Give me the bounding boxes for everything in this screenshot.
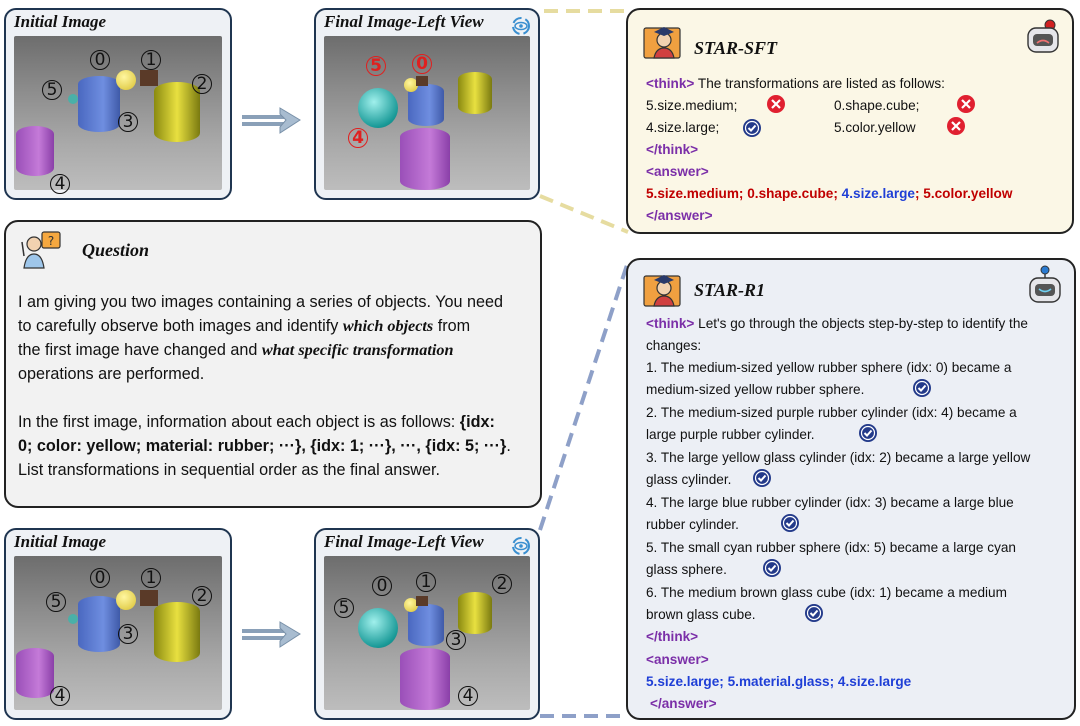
label-2: 2: [492, 574, 512, 594]
label-4: 4: [348, 128, 368, 148]
yellow-cylinder: [154, 602, 200, 662]
label-5: 5: [46, 592, 66, 612]
correct-icon: [780, 513, 800, 533]
correct-icon: [742, 118, 762, 138]
brown-cube: [140, 70, 158, 86]
purple-cylinder: [16, 126, 54, 176]
purple-cylinder: [16, 648, 54, 698]
yellow-cylinder: [154, 82, 200, 142]
blue-cylinder: [78, 76, 120, 132]
r1-title: STAR-R1: [694, 280, 766, 300]
label-3: 3: [446, 630, 466, 650]
wrong-icon: [766, 94, 786, 114]
eye-icon: [510, 536, 532, 556]
teacher-icon: [642, 270, 686, 310]
purple-cylinder: [400, 128, 450, 190]
yellow-sphere: [116, 590, 136, 610]
brown-cube: [416, 596, 428, 606]
r1-connector-top: [540, 262, 628, 530]
r1-line-8: 4. The large blue rubber cylinder (idx: 3) became a large blue: [646, 495, 1014, 510]
sft-item-2: 0.shape.cube;: [834, 98, 920, 113]
panel-title: Final Image-Left View: [324, 532, 484, 551]
r1-line-13: brown glass cube.: [646, 607, 756, 622]
star-sft-box: [626, 8, 1074, 234]
sft-item-1: 5.size.medium;: [646, 98, 738, 113]
sft-title: STAR-SFT: [694, 38, 778, 58]
r1-answer-close: </answer>: [650, 696, 717, 711]
transform-arrow-top: [240, 106, 302, 136]
cyan-sphere: [68, 94, 78, 104]
purple-cylinder: [400, 648, 450, 710]
panel-title: Initial Image: [14, 532, 107, 551]
correct-icon: [858, 423, 878, 443]
sft-answer-line: 5.size.medium; 0.shape.cube; 4.size.large; 5.color.yellow: [646, 186, 1013, 201]
robot-happy-icon: [1026, 264, 1064, 306]
correct-icon: [762, 558, 782, 578]
transform-arrow-bottom: [240, 620, 302, 650]
cyan-sphere: [68, 614, 78, 624]
question-title: Question: [82, 240, 150, 260]
sft-think-line: <think> The transformations are listed as follows:: [646, 76, 945, 91]
sft-answer-open: <answer>: [646, 164, 709, 179]
panel-title: Final Image-Left View: [324, 12, 484, 31]
cyan-glass-sphere: [358, 608, 398, 648]
label-4: 4: [50, 686, 70, 706]
r1-answer-open: <answer>: [646, 652, 709, 667]
r1-line-6: 3. The large yellow glass cylinder (idx: 2) became a large yellow: [646, 450, 1031, 465]
eye-icon: [510, 16, 532, 36]
brown-cube: [140, 590, 158, 606]
label-5: 5: [334, 598, 354, 618]
sft-item-3: 4.size.large;: [646, 120, 720, 135]
label-0: 0: [372, 576, 392, 596]
yellow-sphere: [116, 70, 136, 90]
sft-answer-close: </answer>: [646, 208, 713, 223]
label-1: 1: [416, 572, 436, 592]
yellow-cylinder: [458, 592, 492, 634]
sft-think-close: </think>: [646, 142, 699, 157]
question-paragraph-2: In the first image, information about each object is as follows: {idx: 0; color: yellow; material: rubber; ···}, {idx: 1; ···}, ···, {idx: 5; ···}. List transformations in sequential order as the final answer.: [18, 413, 511, 479]
cyan-glass-sphere: [358, 88, 398, 128]
r1-answer: 5.size.large; 5.material.glass; 4.size.large: [646, 674, 912, 689]
teacher-icon: [642, 22, 686, 62]
label-0: 0: [90, 50, 110, 70]
wrong-icon: [946, 116, 966, 136]
svg-text:?: ?: [47, 234, 55, 248]
r1-line-2: 1. The medium-sized yellow rubber sphere (idx: 0) became a: [646, 360, 1012, 375]
r1-line-11: glass sphere.: [646, 562, 727, 577]
robot-sad-icon: [1024, 18, 1062, 56]
r1-line-1: changes:: [646, 338, 702, 353]
label-4: 4: [458, 686, 478, 706]
scene-image: [14, 36, 222, 190]
r1-line-9: rubber cylinder.: [646, 517, 739, 532]
label-0: 0: [412, 54, 432, 74]
panel-title: Initial Image: [14, 12, 107, 31]
label-1: 1: [141, 50, 161, 70]
label-3: 3: [118, 624, 138, 644]
correct-icon: [912, 378, 932, 398]
question-paragraph-1: I am giving you two images containing a series of objects. You need to carefully observe both images and identify which objects from the first image have changed and what specific transformation operations are performed.: [18, 293, 504, 383]
label-5: 5: [366, 56, 386, 76]
r1-line-7: glass cylinder.: [646, 472, 732, 487]
r1-think-close: </think>: [646, 629, 699, 644]
bottom-final-image-panel: [314, 528, 540, 720]
label-2: 2: [192, 586, 212, 606]
question-person-icon: [20, 230, 64, 270]
label-2: 2: [192, 74, 212, 94]
sft-item-4: 5.color.yellow: [834, 120, 916, 135]
star-r1-box: [626, 258, 1076, 720]
r1-line-0: <think> Let's go through the objects step-by-step to identify the: [646, 316, 1028, 331]
label-0: 0: [90, 568, 110, 588]
bottom-initial-image-panel: [4, 528, 232, 720]
label-3: 3: [118, 112, 138, 132]
r1-line-5: large purple rubber cylinder.: [646, 427, 815, 442]
label-4: 4: [50, 174, 70, 194]
question-box: [4, 220, 542, 508]
r1-line-10: 5. The small cyan rubber sphere (idx: 5) became a large cyan: [646, 540, 1016, 555]
label-1: 1: [141, 568, 161, 588]
top-final-image-panel: [314, 8, 540, 200]
wrong-icon: [956, 94, 976, 114]
yellow-cylinder: [458, 72, 492, 114]
brown-cube: [416, 76, 428, 86]
sft-connector-bottom: [540, 196, 628, 232]
correct-icon: [804, 603, 824, 623]
correct-icon: [752, 468, 772, 488]
r1-line-4: 2. The medium-sized purple rubber cylinder (idx: 4) became a: [646, 405, 1017, 420]
r1-line-12: 6. The medium brown glass cube (idx: 1) became a medium: [646, 585, 1007, 600]
label-5: 5: [42, 80, 62, 100]
blue-cylinder: [78, 596, 120, 652]
top-initial-image-panel: [4, 8, 232, 200]
r1-line-3: medium-sized yellow rubber sphere.: [646, 382, 865, 397]
